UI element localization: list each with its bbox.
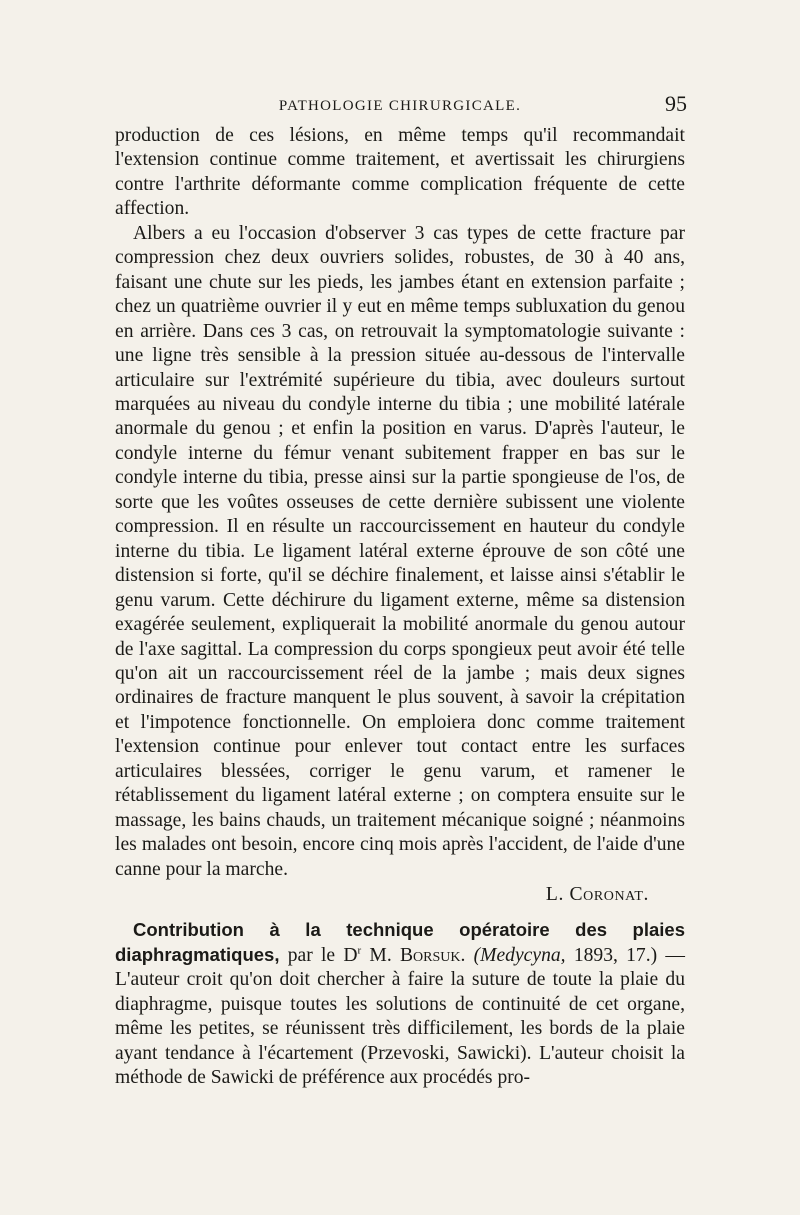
paragraph-continuation: production de ces lésions, en même temps qu'il recommandait l'extension continue comme traitement, et avertissait les chirurgiens contre l'arthrite déformante comme complication fréquente de cette affection. — [115, 125, 685, 220]
author-signature: L. Coronat. — [545, 884, 649, 906]
running-title: PATHOLOGIE CHIRURGICALE. — [278, 98, 522, 114]
byline-initial: M. — [369, 944, 392, 966]
running-header — [115, 93, 685, 119]
byline-author: Borsuk — [399, 944, 461, 966]
article-title: Contribution à la technique opératoire des plaies diaphragmatiques, — [115, 918, 685, 965]
byline-author-period: . — [460, 944, 466, 966]
article-contribution — [115, 918, 685, 1091]
byline-superscript: r — [357, 944, 362, 957]
byline-prefix: par le D — [287, 944, 358, 966]
journal-name: (Medycyna, — [473, 944, 566, 966]
paragraph-albers: Albers a eu l'occasion d'observer 3 cas types de cette fracture par compression chez deux ouvriers solides, robustes, de 30 à 40 ans, faisant une chute sur les pieds, les jambes étant en extension parfaite ; chez un quatrième ouvrier il y eut en même temps subluxation du genou en arrière. Dans ces 3 cas, on retrouvait la symptomatologie suivante : une ligne très sensible à la pression située au-dessous de l'intervalle articulaire sur l'extrémité supérieure du tibia, avec douleurs surtout marquées au niveau du condyle interne du tibia ; une mobilité latérale anormale du genou ; et enfin la position en varus. D'après l'auteur, le condyle interne du fémur venant subitement frapper en bas sur le condyle interne du tibia, presse ainsi sur la partie spongieuse de l'os, de sorte que les voûtes osseuses de cette dernière subissent une violente compression. Il en résulte un raccourcissement en hauteur du condyle interne du tibia. Le ligament latéral externe éprouve de son côté une distension si forte, qu'il se déchire finalement, et laisse ainsi s'établir le genu varum. Cette déchirure du ligament externe, même sa distension exagérée seulement, expliquerait la mobilité anormale du genou autour de l'axe sagittal. La compression du corps spongieux peut avoir été telle qu'on ait un raccourcissement réel de la jambe ; mais deux signes ordinaires de fracture manquent le plus souvent, à savoir la crépitation et l'impotence fonctionnelle. On emploiera donc comme traitement l'extension continue pour enlever tout contact entre les surfaces articulaires blessées, corriger le genu varum, et ramener le rétablissement du ligament latéral externe ; on comptera ensuite sur le massage, les bains chauds, un traitement mécanique soigné ; néanmoins les malades ont besoin, encore cinq mois après l'accident, de l'aide d'une canne pour la marche. — [115, 222, 685, 880]
article-body: — L'auteur croit qu'on doit chercher à faire la suture de toute la plaie du diaphragme, puisque toutes les solutions de continuité de cet organe, même les petites, se réunissent très difficilement, les bords de la plaie ayant tendance à l'écartement (Przevoski, Sawicki). L'auteur choisit la méthode de Sawicki de préférence aux procédés pro- — [115, 944, 685, 1089]
journal-citation: 1893, 17.) — [573, 944, 658, 966]
body-text — [115, 124, 685, 1091]
page-number: 95 — [665, 91, 687, 116]
